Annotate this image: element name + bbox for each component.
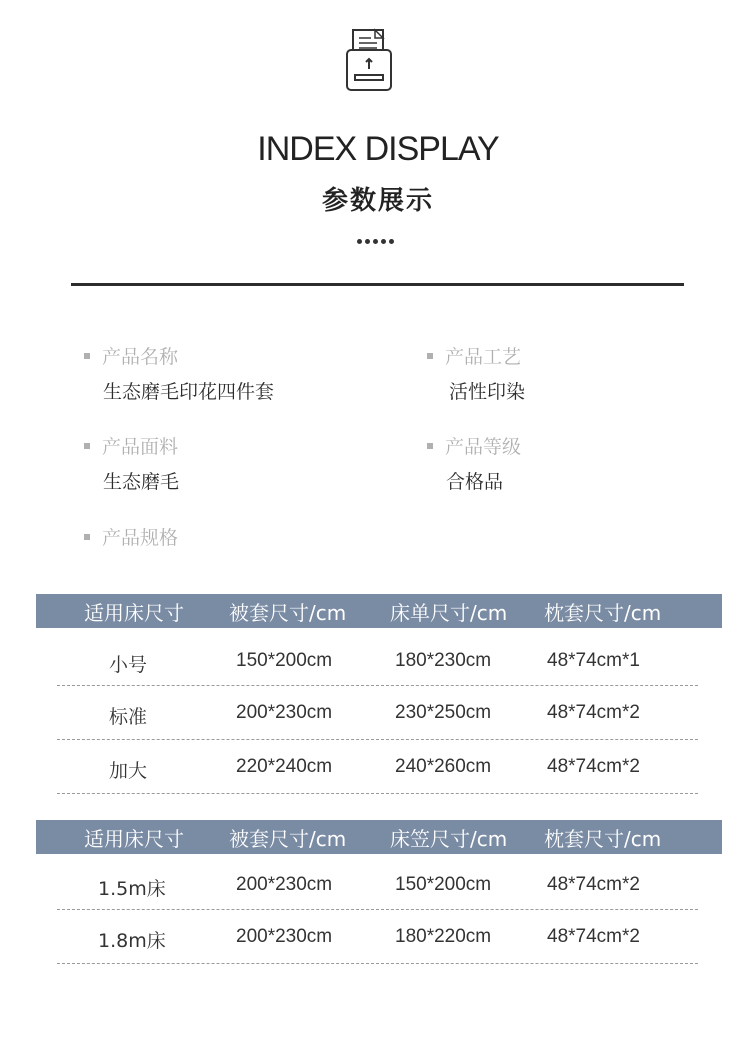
column-header: 枕套尺寸/cm (544, 600, 662, 625)
table-cell: 48*74cm*2 (547, 756, 640, 777)
bullet-icon (84, 534, 90, 540)
attribute-label: 产品面料 (102, 436, 179, 458)
size-table-2 (36, 820, 722, 964)
column-header: 床笠尺寸/cm (390, 826, 508, 851)
table-row (57, 740, 698, 794)
column-header: 被套尺寸/cm (229, 600, 347, 625)
table-cell: 48*74cm*2 (547, 702, 640, 723)
bullet-icon (427, 353, 433, 359)
table-cell: 220*240cm (236, 756, 333, 777)
column-header: 床单尺寸/cm (390, 600, 508, 625)
page-title-english: INDEX DISPLAY (257, 130, 499, 168)
attribute-product-name (84, 342, 274, 404)
attribute-grade (427, 432, 521, 494)
attribute-label: 产品工艺 (445, 346, 522, 368)
table-cell: 48*74cm*1 (547, 650, 640, 671)
divider (71, 283, 684, 286)
table-cell: 200*230cm (236, 702, 333, 723)
table-cell: 150*200cm (395, 874, 492, 895)
table-row (57, 686, 698, 740)
table-cell: 240*260cm (395, 756, 492, 777)
page-title-chinese: 参数展示 (321, 186, 434, 216)
column-header: 被套尺寸/cm (229, 826, 347, 851)
attribute-label: 产品规格 (102, 527, 179, 549)
table-cell: 48*74cm*2 (547, 926, 640, 947)
table-row (57, 628, 698, 686)
bullet-icon (427, 443, 433, 449)
size-table-1 (36, 594, 722, 794)
table-row (57, 910, 698, 964)
table-header (36, 820, 722, 854)
column-header: 枕套尺寸/cm (544, 826, 662, 851)
table-cell: 标准 (109, 706, 148, 728)
attribute-fabric (84, 432, 179, 494)
table-cell: 加大 (109, 760, 148, 782)
table-header (36, 594, 722, 628)
table-cell: 200*230cm (236, 874, 333, 895)
column-header: 适用床尺寸 (84, 826, 184, 851)
attribute-spec (84, 523, 178, 550)
document-upload-icon (345, 28, 395, 94)
bullet-icon (84, 443, 90, 449)
attribute-process (427, 342, 525, 404)
table-cell: 小号 (109, 654, 148, 676)
table-cell: 1.5m床 (98, 878, 166, 900)
table-cell: 180*230cm (395, 650, 492, 671)
bullet-icon (84, 353, 90, 359)
table-cell: 1.8m床 (98, 930, 166, 952)
attribute-label: 产品名称 (102, 346, 179, 368)
decorative-dots (357, 229, 397, 237)
table-cell: 48*74cm*2 (547, 874, 640, 895)
attribute-value: 生态磨毛 (103, 471, 180, 493)
attribute-value: 生态磨毛印花四件套 (103, 381, 275, 403)
table-cell: 150*200cm (236, 650, 333, 671)
table-cell: 200*230cm (236, 926, 333, 947)
table-cell: 230*250cm (395, 702, 492, 723)
attribute-value: 活性印染 (449, 381, 526, 403)
attribute-label: 产品等级 (445, 436, 522, 458)
table-row (57, 854, 698, 910)
attribute-value: 合格品 (446, 471, 504, 493)
table-cell: 180*220cm (395, 926, 492, 947)
column-header: 适用床尺寸 (84, 600, 184, 625)
